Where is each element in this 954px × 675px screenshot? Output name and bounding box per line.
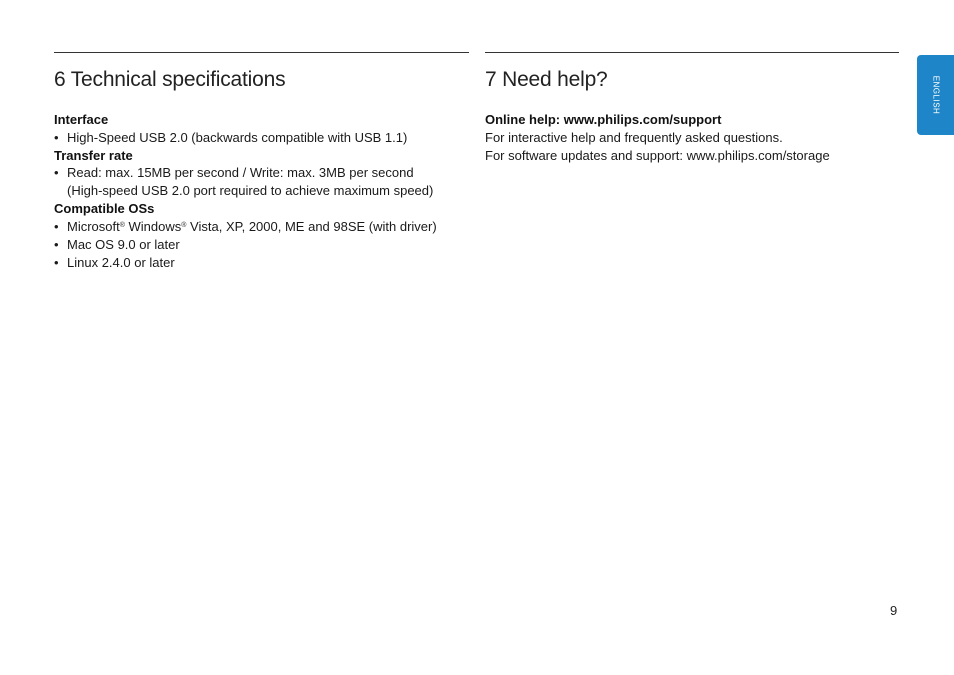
bullet-icon: • <box>54 254 59 270</box>
list-item <box>54 164 474 200</box>
list-item: • High-Speed USB 2.0 (backwards compatible with USB 1.1) <box>54 129 408 145</box>
need-help-section <box>485 66 905 165</box>
transfer-rate-heading: Transfer rate <box>54 147 133 163</box>
bullet-icon: • <box>54 129 59 145</box>
transfer-rate-line2: (High-speed USB 2.0 port required to achieve maximum speed) <box>67 183 434 198</box>
registered-mark: ® <box>181 221 187 229</box>
language-tab-label: ENGLISH <box>931 75 940 115</box>
left-section-rule <box>54 52 469 53</box>
bullet-icon: • <box>54 165 59 180</box>
interface-heading: Interface <box>54 112 109 127</box>
list-item: • Mac OS 9.0 or later <box>54 236 180 252</box>
interface-list <box>54 129 474 147</box>
language-tab <box>917 55 954 135</box>
technical-specifications-section <box>54 66 474 272</box>
help-line-faq: For interactive help and frequently asked questions. <box>485 129 783 145</box>
list-item: • Linux 2.4.0 or later <box>54 254 175 270</box>
compatible-os-heading: Compatible OSs <box>54 201 155 216</box>
help-line-software: For software updates and support: www.philips.com/storage <box>485 147 830 163</box>
registered-mark: ® <box>119 221 125 229</box>
transfer-rate-list <box>54 164 474 200</box>
compatible-os-list <box>54 218 474 272</box>
page-number: 9 <box>890 603 898 618</box>
section-title-need-help: 7 Need help? <box>485 68 608 91</box>
right-section-rule <box>485 52 899 53</box>
bullet-icon: • <box>54 236 59 252</box>
transfer-rate-line1: Read: max. 15MB per second / Write: max. 3MB per second <box>67 165 414 180</box>
bullet-icon: • <box>54 218 59 234</box>
list-item: • Microsoft® Windows® Vista, XP, 2000, ME and 98SE (with driver) <box>54 218 437 234</box>
online-help-heading: Online help: www.philips.com/support <box>485 112 722 127</box>
section-title-technical-specifications: 6 Technical specifications <box>54 68 286 91</box>
